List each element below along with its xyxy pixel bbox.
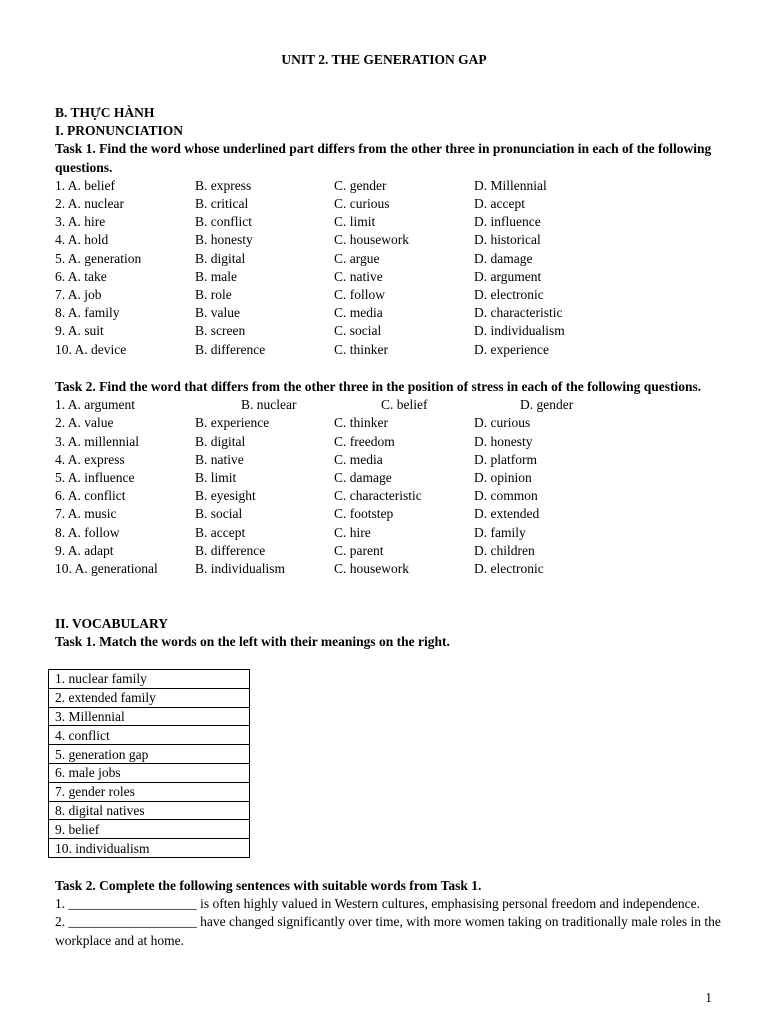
option-c: C. hire (334, 524, 371, 540)
p-question-row (55, 268, 723, 286)
match-term: 4. conflict (49, 726, 250, 745)
option-c: C. housework (334, 560, 409, 576)
option-b: B. express (195, 177, 252, 193)
match-term: 10. individualism (49, 839, 250, 858)
option-b: B. accept (195, 524, 246, 540)
s-question-row (55, 560, 723, 578)
stress-questions (55, 396, 723, 578)
option-c: C. media (334, 305, 383, 321)
match-term: 2. extended family (49, 688, 250, 707)
option-b: B. value (195, 305, 240, 321)
sentence-2: 2. ___________________ have changed significantly over time, with more women taking on traditionally male roles in the workplace and at home. (55, 914, 721, 948)
option-a: 1. A. argument (55, 397, 135, 413)
s-question-row (55, 451, 723, 469)
match-term: 6. male jobs (49, 763, 250, 782)
page-title: UNIT 2. THE GENERATION GAP (281, 52, 487, 67)
option-a: 2. A. nuclear (55, 196, 124, 211)
option-c: C. gender (334, 177, 387, 193)
s-question-row (55, 524, 723, 542)
option-b: B. difference (195, 341, 266, 357)
option-a: 4. A. hold (55, 232, 109, 248)
p-question-row (55, 322, 723, 340)
match-row (49, 745, 250, 764)
option-b: B. digital (195, 433, 246, 449)
option-d: D. honesty (474, 433, 533, 449)
option-c: C. native (334, 268, 383, 284)
option-b: B. conflict (195, 214, 252, 230)
option-c: C. limit (334, 214, 376, 230)
option-a: 5. A. influence (55, 469, 135, 485)
p-question-row (55, 213, 723, 231)
option-a: 8. A. follow (55, 524, 120, 540)
option-d: D. opinion (474, 469, 532, 485)
option-b: B. difference (195, 542, 266, 558)
option-c: C. curious (334, 196, 390, 211)
match-row (49, 670, 250, 689)
option-c: C. media (334, 451, 383, 467)
option-a: 3. A. millennial (55, 433, 139, 449)
option-d: D. platform (474, 451, 537, 467)
option-c: C. belief (381, 397, 428, 413)
option-d: D. electronic (474, 286, 544, 302)
p-question-row (55, 304, 723, 322)
p-question-row (55, 195, 723, 213)
option-a: 5. A. generation (55, 250, 142, 266)
option-d: D. gender (520, 397, 574, 413)
match-row (49, 801, 250, 820)
match-term: 5. generation gap (49, 745, 250, 764)
option-d: D. individualism (474, 323, 565, 339)
option-d: D. damage (474, 250, 533, 266)
s-question-row (55, 433, 723, 451)
option-b: B. individualism (195, 560, 286, 576)
p-question-row (55, 231, 723, 249)
pronunciation-task1-instruction: Task 1. Find the word whose underlined part differs from the other three in pronunciation in each of the following questions. (55, 141, 712, 175)
option-c: C. damage (334, 469, 392, 485)
option-c: C. footstep (334, 506, 394, 522)
match-row (49, 820, 250, 839)
option-a: 3. A. hire (55, 214, 106, 230)
option-d: D. characteristic (474, 305, 563, 321)
option-a: 10. A. device (55, 341, 127, 357)
option-a: 10. A. generational (55, 560, 158, 576)
option-d: D. experience (474, 341, 549, 357)
vocabulary-header (55, 615, 723, 651)
option-a: 7. A. job (55, 286, 102, 302)
vocabulary-heading: II. VOCABULARY (55, 616, 169, 631)
option-c: C. thinker (334, 415, 388, 431)
option-c: C. parent (334, 542, 384, 558)
s-question-row (55, 542, 723, 560)
s-question-row (55, 396, 723, 414)
option-d: D. electronic (474, 560, 544, 576)
option-a: 6. A. take (55, 268, 107, 284)
option-d: D. curious (474, 415, 531, 431)
p-question-row (55, 286, 723, 304)
s-question-row (55, 505, 723, 523)
section-b-heading: B. THỰC HÀNH (55, 105, 155, 120)
match-term: 7. gender roles (49, 782, 250, 801)
option-b: B. digital (195, 250, 246, 266)
option-a: 9. A. suit (55, 323, 104, 339)
match-term: 3. Millennial (49, 707, 250, 726)
pronunciation-section (55, 104, 723, 359)
option-d: D. family (474, 524, 526, 540)
option-d: D. Millennial (474, 177, 547, 193)
s-question-row (55, 414, 723, 432)
match-row (49, 707, 250, 726)
option-d: D. accept (474, 196, 525, 211)
option-d: D. extended (474, 506, 540, 522)
option-a: 1. A. belief (55, 177, 115, 193)
match-row (49, 782, 250, 801)
s-question-row (55, 487, 723, 505)
option-d: D. children (474, 542, 535, 558)
match-row (49, 839, 250, 858)
vocab-task1-instruction: Task 1. Match the words on the left with their meanings on the right. (55, 634, 450, 650)
vocab-task2-instruction: Task 2. Complete the following sentences with suitable words from Task 1. (55, 878, 482, 893)
option-b: B. limit (195, 469, 237, 485)
p-question-row (55, 250, 723, 268)
option-a: 6. A. conflict (55, 488, 126, 504)
match-row (49, 763, 250, 782)
match-term: 8. digital natives (49, 801, 250, 820)
vocab-task2 (55, 877, 723, 950)
option-b: B. honesty (195, 232, 253, 248)
p-question-row (55, 341, 723, 359)
stress-task2-instruction: Task 2. Find the word that differs from the other three in the position of stress in each of the following questions. (55, 379, 702, 394)
option-d: D. historical (474, 232, 541, 248)
option-c: C. follow (334, 286, 386, 302)
option-a: 4. A. express (55, 451, 125, 467)
p-question-row (55, 177, 723, 195)
option-c: C. characteristic (334, 488, 422, 504)
option-a: 9. A. adapt (55, 542, 114, 558)
match-row (49, 688, 250, 707)
match-term: 9. belief (49, 820, 250, 839)
option-c: C. argue (334, 250, 380, 266)
page-number: 1 (705, 990, 712, 1005)
option-b: B. male (195, 268, 237, 284)
option-c: C. freedom (334, 433, 395, 449)
option-d: D. argument (474, 268, 542, 284)
option-b: B. screen (195, 323, 246, 339)
option-b: B. eyesight (195, 488, 256, 504)
sentence-1: 1. ___________________ is often highly valued in Western cultures, emphasising personal freedom and independence. (55, 896, 701, 912)
option-d: D. common (474, 488, 538, 504)
option-a: 8. A. family (55, 305, 120, 321)
option-b: B. critical (195, 196, 249, 211)
option-a: 7. A. music (55, 506, 117, 522)
pronunciation-questions (55, 177, 723, 359)
option-b: B. social (195, 506, 243, 522)
option-c: C. housework (334, 232, 409, 248)
option-c: C. social (334, 323, 382, 339)
option-c: C. thinker (334, 341, 388, 357)
option-b: B. native (195, 451, 244, 467)
option-b: B. nuclear (241, 397, 297, 413)
option-a: 2. A. value (55, 415, 114, 431)
match-term: 1. nuclear family (49, 670, 250, 689)
s-question-row (55, 469, 723, 487)
option-b: B. experience (195, 415, 270, 431)
match-row (49, 726, 250, 745)
option-b: B. role (195, 286, 232, 302)
pronunciation-heading: I. PRONUNCIATION (55, 123, 184, 139)
stress-section (55, 378, 723, 578)
matching-table (48, 669, 250, 858)
option-d: D. influence (474, 214, 541, 230)
